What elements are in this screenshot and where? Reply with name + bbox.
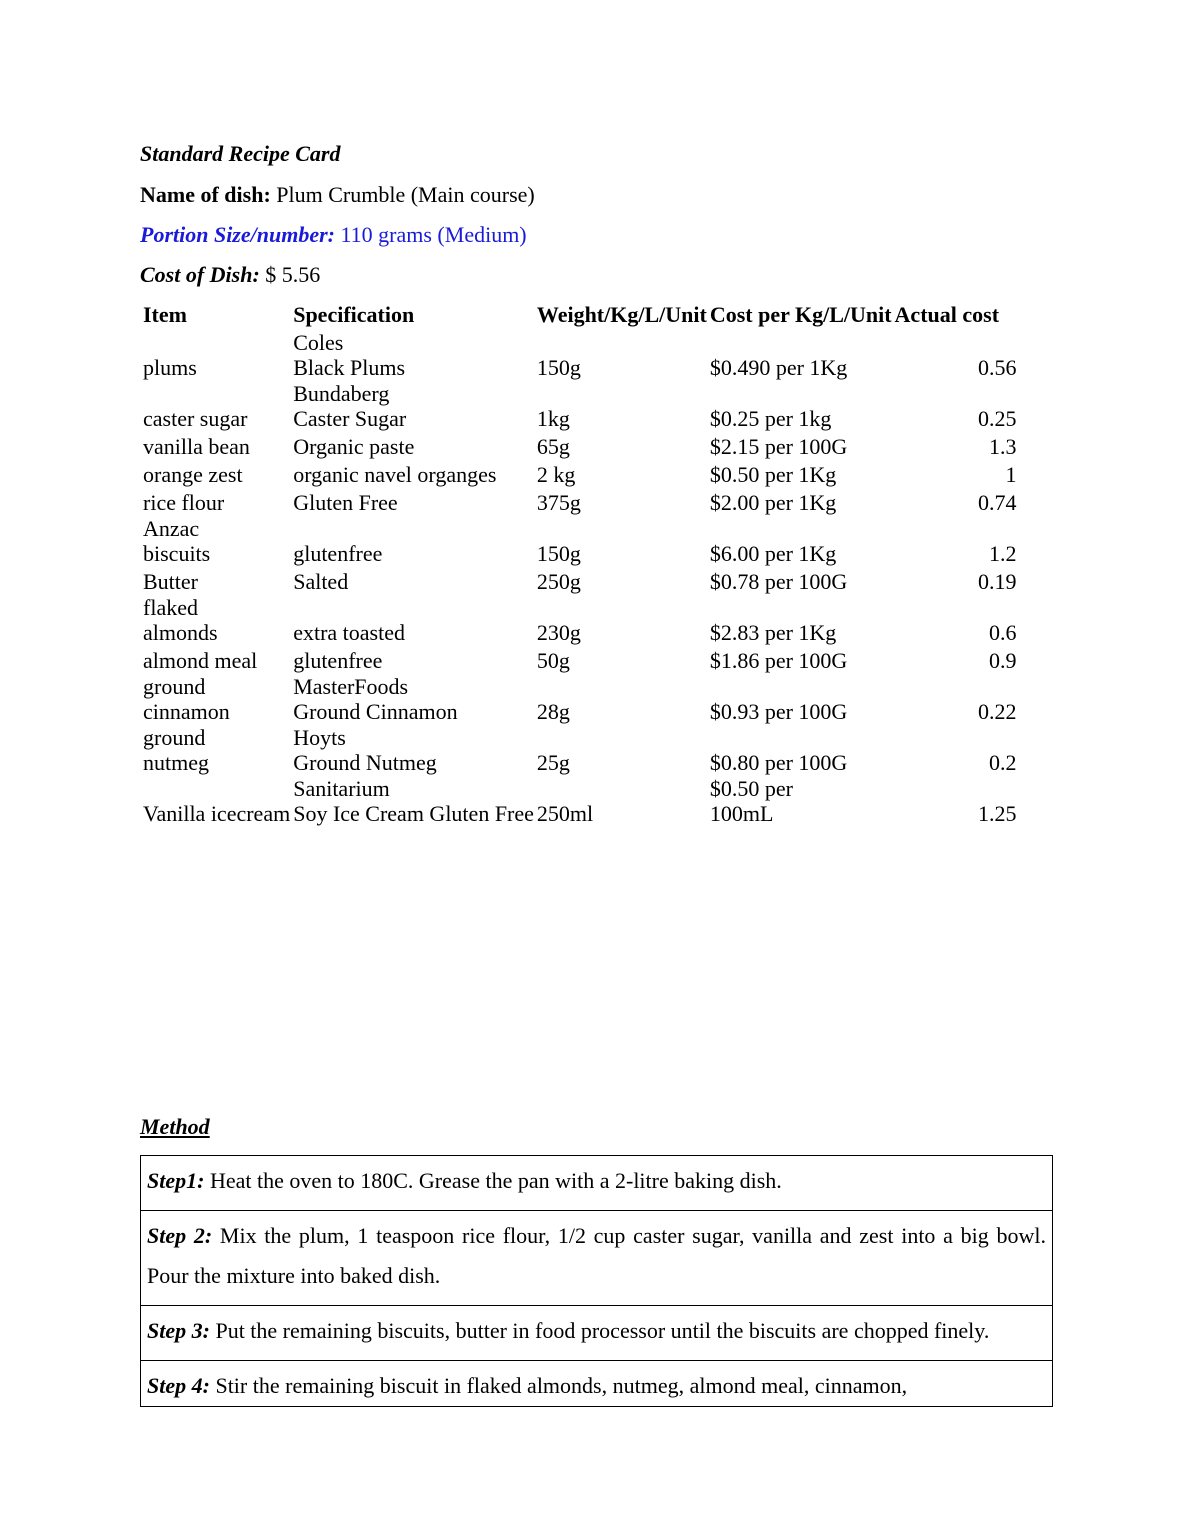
table-row (140, 594, 1017, 645)
cell-item-line: Butter (143, 569, 198, 594)
cell-actual-cost: 1.2 (989, 541, 1017, 566)
table-row (140, 459, 1017, 487)
cell-cost-per-unit (707, 645, 892, 673)
cell-cost-per-unit (707, 329, 892, 380)
cell-item (140, 775, 290, 826)
cell-specification (290, 515, 534, 566)
cell-item-line: plums (143, 355, 197, 380)
portion-label: Portion Size/number: (140, 222, 335, 247)
cell-cost-per-unit (707, 673, 892, 724)
cell-item (140, 594, 290, 645)
cell-actual-cost: 1.3 (989, 434, 1017, 459)
cell-specification-line: Soy Ice Cream Gluten Free (293, 801, 534, 826)
cell-item-line: caster sugar (143, 406, 248, 431)
header-specification: Specification (293, 301, 415, 327)
header-weight: Weight/Kg/L/Unit (536, 301, 707, 327)
cell-item (140, 459, 290, 487)
cell-actual-cost: 0.74 (978, 490, 1017, 515)
cell-weight (534, 775, 707, 826)
method-step-row (141, 1156, 1053, 1211)
cell-cost-per-unit-line: $0.50 per (709, 776, 793, 801)
step-text: Mix the plum, 1 teaspoon rice flour, 1/2 cup caster sugar, vanilla and zest into a big bowl. Pour the mixture into baked dish. (147, 1223, 1046, 1288)
cell-item (140, 673, 290, 724)
table-row (140, 775, 1017, 826)
cell-cost-per-unit (707, 566, 892, 594)
table-row (140, 645, 1017, 673)
cell-specification (290, 645, 534, 673)
cell-cost-per-unit (707, 459, 892, 487)
cell-cost-per-unit-line: $0.490 per 1Kg (709, 355, 848, 380)
cell-specification-line: Ground Nutmeg (293, 750, 437, 775)
cell-weight (534, 645, 707, 673)
cell-specification-line: Salted (293, 569, 349, 594)
method-step-row (141, 1361, 1053, 1407)
cell-cost-per-unit (707, 775, 892, 826)
cell-specification-line: Sanitarium (293, 776, 390, 801)
cell-cost-per-unit (707, 594, 892, 645)
cell-weight (534, 594, 707, 645)
cell-actual-cost: 0.19 (978, 569, 1017, 594)
cell-item-line: vanilla bean (143, 434, 250, 459)
cell-weight-line: 28g (536, 699, 570, 724)
step-label: Step1: (147, 1168, 205, 1193)
cell-specification-line: Organic paste (293, 434, 415, 459)
cell-specification (290, 566, 534, 594)
cell-actual-cost: 0.2 (989, 750, 1017, 775)
cell-weight-line: 375g (536, 490, 581, 515)
cell-item-line: Vanilla icecream (143, 801, 291, 826)
cell-specification-line: extra toasted (293, 620, 405, 645)
cell-actual-cost: 1.25 (978, 801, 1017, 826)
cell-cost-per-unit-line: 100mL (709, 801, 774, 826)
cell-cost-per-unit-line: $6.00 per 1Kg (709, 541, 837, 566)
cost-line (140, 261, 320, 289)
table-row (140, 329, 1017, 380)
cell-specification-line: glutenfree (293, 648, 383, 673)
cell-item (140, 487, 290, 515)
method-step (141, 1211, 1053, 1306)
table-row (140, 431, 1017, 459)
cell-specification-line: Black Plums (293, 355, 406, 380)
cell-weight-line: 1kg (536, 406, 570, 431)
cell-item-line: rice flour (143, 490, 225, 515)
cell-cost-per-unit-line: $0.50 per 1Kg (709, 462, 837, 487)
cell-item-line: almond meal (143, 648, 258, 673)
card-title (140, 140, 340, 168)
cell-weight-line: 65g (536, 434, 570, 459)
cell-specification (290, 594, 534, 645)
cell-weight-line: 230g (536, 620, 581, 645)
cost-label: Cost of Dish: (140, 262, 260, 287)
cell-cost-per-unit-line: $2.15 per 100G (709, 434, 848, 459)
cell-specification (290, 673, 534, 724)
table-row (140, 566, 1017, 594)
method-steps-table (140, 1155, 1053, 1407)
step-label: Step 2: (147, 1223, 213, 1248)
cell-specification (290, 380, 534, 431)
cell-weight-line: 2 kg (536, 462, 576, 487)
cell-weight (534, 724, 707, 775)
ingredients-table (140, 299, 1017, 826)
cell-weight-line: 25g (536, 750, 570, 775)
cell-specification-line: Coles (293, 330, 344, 355)
portion-value: 110 grams (Medium) (340, 222, 527, 247)
cell-weight-line: 250ml (536, 801, 594, 826)
cell-specification (290, 724, 534, 775)
cell-cost-per-unit-line: $0.80 per 100G (709, 750, 848, 775)
method-step (141, 1306, 1053, 1361)
cell-item (140, 645, 290, 673)
cell-specification-line: Ground Cinnamon (293, 699, 458, 724)
table-body (140, 329, 1017, 826)
cell-cost-per-unit (707, 380, 892, 431)
cell-weight (534, 329, 707, 380)
cell-cost-per-unit-line: $2.00 per 1Kg (709, 490, 837, 515)
cell-item-line: nutmeg (143, 750, 209, 775)
cell-actual-cost: 0.9 (989, 648, 1017, 673)
cell-specification (290, 487, 534, 515)
cell-cost-per-unit-line: $1.86 per 100G (709, 648, 848, 673)
cell-specification-line: MasterFoods (293, 674, 409, 699)
cell-actual-cost: 0.22 (978, 699, 1017, 724)
cell-cost-per-unit (707, 515, 892, 566)
cell-weight (534, 566, 707, 594)
cell-specification (290, 431, 534, 459)
cell-specification-line: Bundaberg (293, 381, 390, 406)
cell-cost-per-unit-line: $0.93 per 100G (709, 699, 848, 724)
cell-actual-cost: 0.6 (989, 620, 1017, 645)
cell-item-line: cinnamon (143, 699, 230, 724)
cell-cost-per-unit-line: $2.83 per 1Kg (709, 620, 837, 645)
cell-specification (290, 775, 534, 826)
card-title-text: Standard Recipe Card (140, 141, 341, 166)
cell-cost-per-unit-line: $0.25 per 1kg (709, 406, 832, 431)
cell-weight (534, 459, 707, 487)
table-header-row (140, 299, 1017, 329)
dish-name-label: Name of dish: (140, 182, 271, 207)
cell-actual-cost: 0.56 (978, 355, 1017, 380)
cell-specification-line: Caster Sugar (293, 406, 407, 431)
cell-weight (534, 515, 707, 566)
step-label: Step 3: (147, 1318, 210, 1343)
step-text: Put the remaining biscuits, butter in food processor until the biscuits are chopped finely. (215, 1318, 990, 1343)
method-step-row (141, 1211, 1053, 1306)
cell-weight-line: 150g (536, 355, 581, 380)
cell-weight (534, 487, 707, 515)
table-row (140, 515, 1017, 566)
cell-specification-line: Gluten Free (293, 490, 398, 515)
cell-specification (290, 459, 534, 487)
table-row (140, 673, 1017, 724)
cell-item-line: biscuits (143, 541, 211, 566)
table-row (140, 724, 1017, 775)
cell-item-line: Anzac (143, 516, 200, 541)
step-text: Heat the oven to 180C. Grease the pan with a 2-litre baking dish. (209, 1168, 782, 1193)
cell-specification-line: glutenfree (293, 541, 383, 566)
cell-cost-per-unit-line: $0.78 per 100G (709, 569, 848, 594)
method-step (141, 1361, 1053, 1407)
cell-item (140, 380, 290, 431)
cell-item (140, 329, 290, 380)
cell-item-line: ground (143, 674, 206, 699)
cell-specification (290, 329, 534, 380)
header-actual-cost: Actual cost (894, 301, 1000, 327)
cell-actual-cost: 0.25 (978, 406, 1017, 431)
dish-name-line (140, 181, 535, 209)
cell-specification-line: Hoyts (293, 725, 346, 750)
cell-weight-line: 50g (536, 648, 570, 673)
cell-item (140, 515, 290, 566)
cell-cost-per-unit (707, 724, 892, 775)
cell-weight (534, 673, 707, 724)
header-item: Item (143, 301, 187, 327)
table-row (140, 487, 1017, 515)
dish-name-value: Plum Crumble (Main course) (276, 182, 535, 207)
cell-weight (534, 380, 707, 431)
cell-item-line: ground (143, 725, 206, 750)
cell-specification-line: organic navel organges (293, 462, 497, 487)
cell-cost-per-unit (707, 431, 892, 459)
cell-weight-line: 250g (536, 569, 581, 594)
header-cost-per-unit: Cost per Kg/L/Unit (709, 301, 892, 327)
cell-item (140, 724, 290, 775)
cost-value: $ 5.56 (265, 262, 321, 287)
cell-weight-line: 150g (536, 541, 581, 566)
cell-weight (534, 431, 707, 459)
method-step (141, 1156, 1053, 1211)
step-text: Stir the remaining biscuit in flaked almonds, nutmeg, almond meal, cinnamon, (215, 1373, 908, 1398)
cell-cost-per-unit (707, 487, 892, 515)
method-step-row (141, 1306, 1053, 1361)
cell-actual-cost: 1 (1005, 462, 1017, 487)
table-row (140, 380, 1017, 431)
cell-item-line: orange zest (143, 462, 243, 487)
portion-line (140, 221, 527, 249)
cell-item-line: flaked (143, 595, 198, 620)
method-title: Method (140, 1114, 210, 1139)
cell-item (140, 431, 290, 459)
step-label: Step 4: (147, 1373, 210, 1398)
cell-item (140, 566, 290, 594)
cell-item-line: almonds (143, 620, 218, 645)
